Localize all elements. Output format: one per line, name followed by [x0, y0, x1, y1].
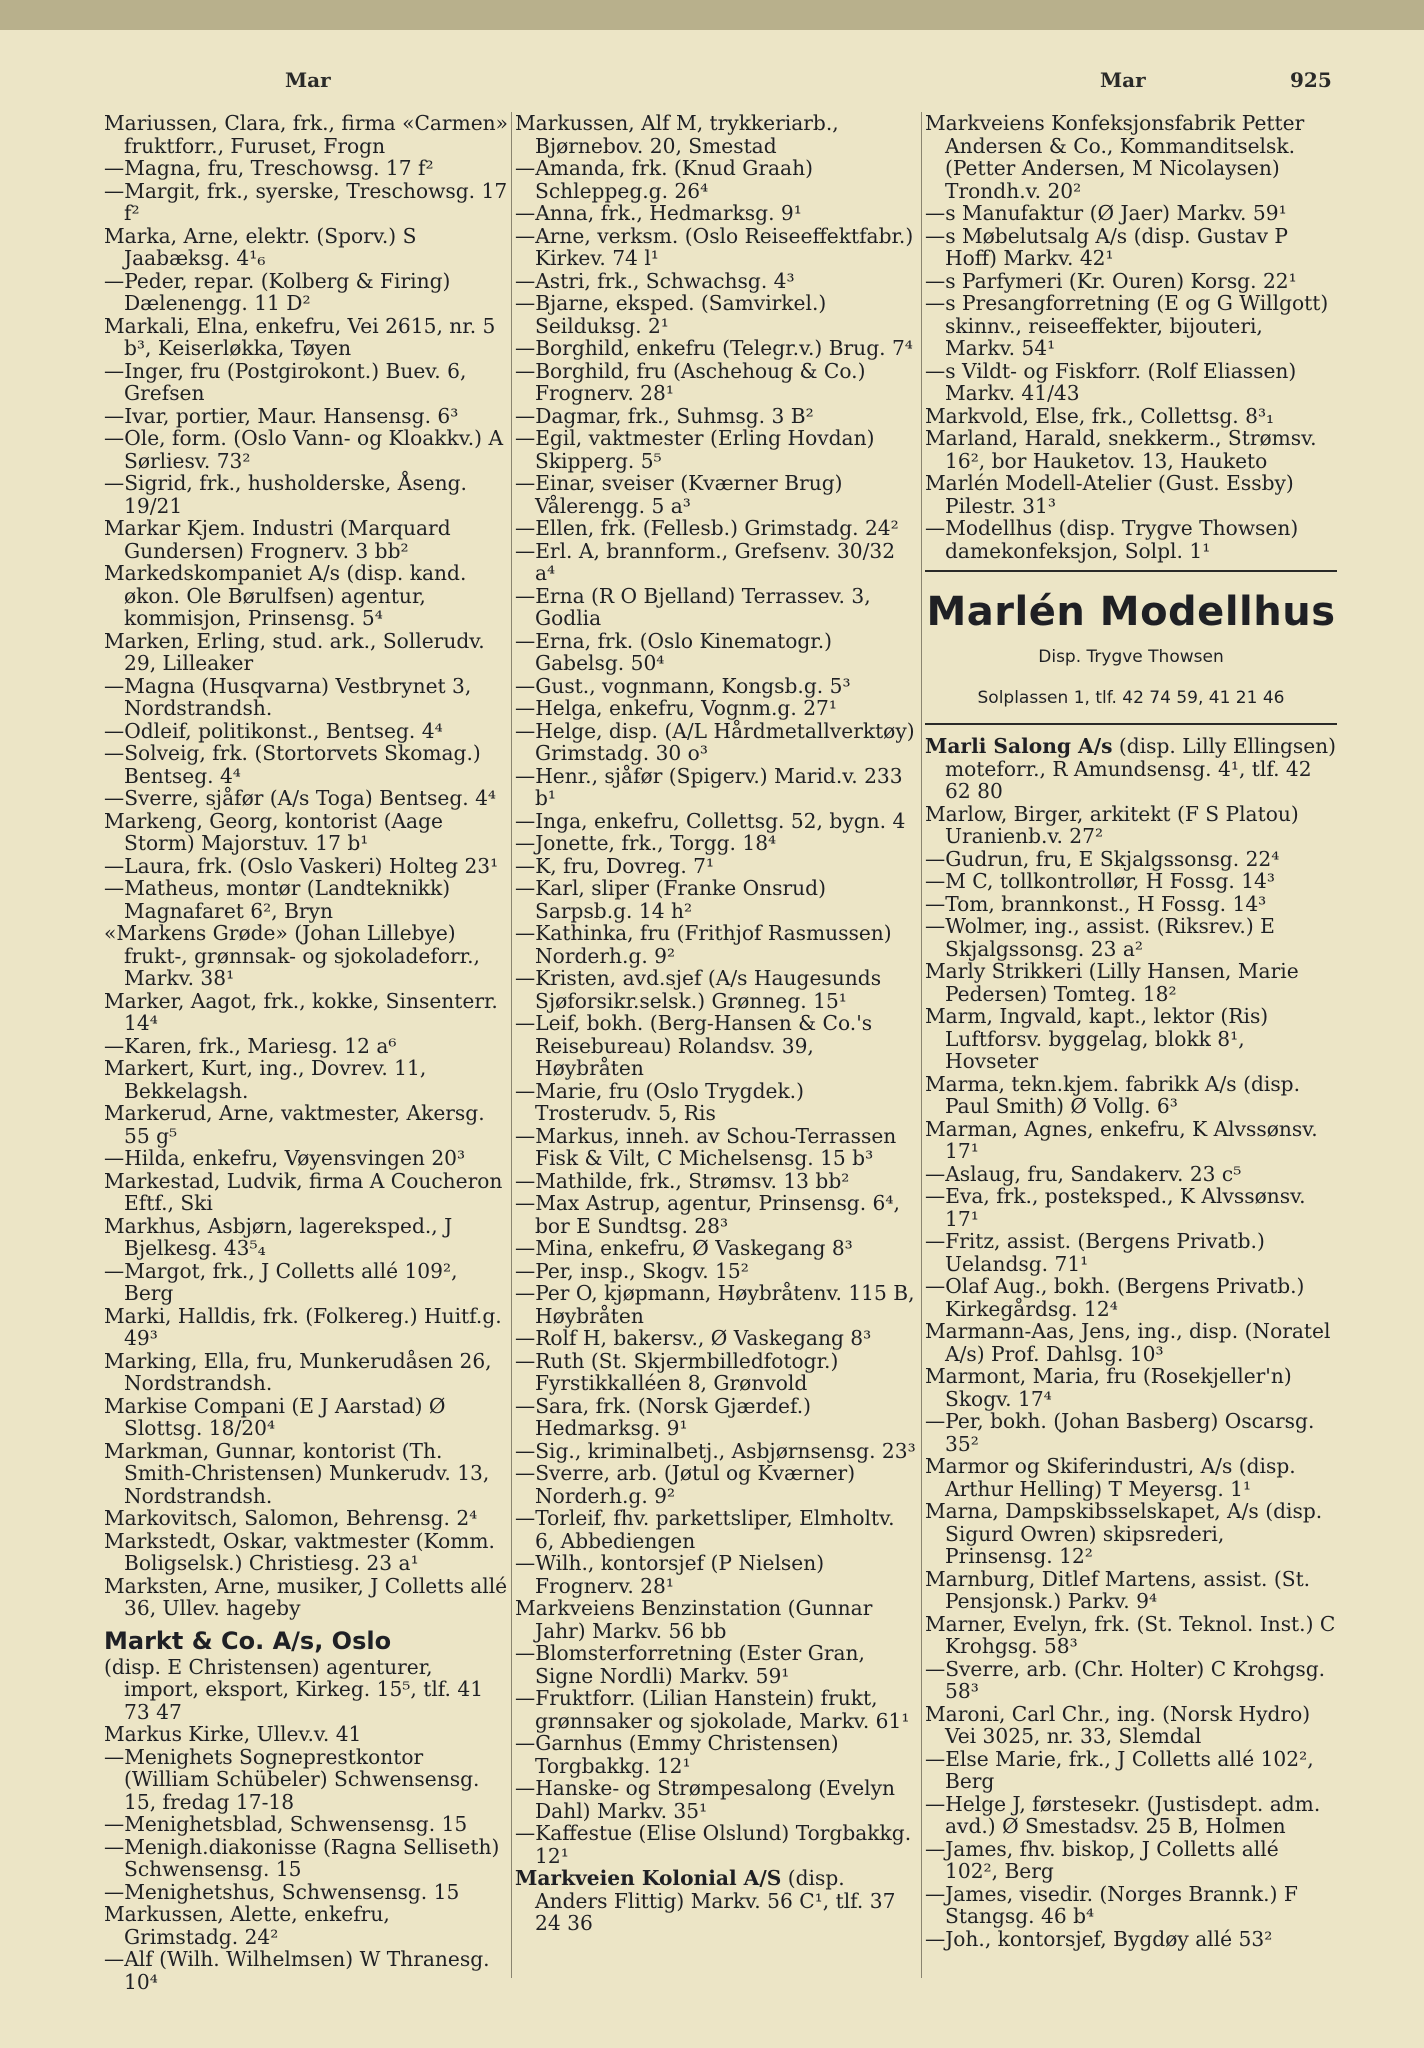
directory-entry: Markveiens Konfeksjonsfabrik Petter Andersen & Co., Kommanditselsk. (Petter Andersen, M Nicolaysen) Trondh.v. 20² — [925, 111, 1305, 203]
header-right-word: Mar — [1100, 68, 1146, 92]
directory-entry: —Helga, enkefru, Vognm.g. 27¹ — [515, 696, 837, 720]
directory-entry: —Fritz, assist. (Bergens Privatb.) Uelandsg. 71¹ — [925, 1229, 1265, 1276]
directory-entry: —Tom, brannkonst., H Fossg. 14³ — [925, 891, 1267, 916]
directory-entry: —Alf (Wilh. Wilhelmsen) W Thranesg. 10⁴ — [104, 1947, 490, 1994]
column-divider-2 — [921, 112, 922, 1978]
directory-entry: Marka, Arne, elektr. (Sporv.) S Jaabæksg. 4¹₆ — [104, 223, 417, 270]
directory-entry: —Gust., vognmann, Kongsb.g. 5³ — [515, 673, 851, 698]
directory-entry: Marm, Ingvald, kapt., lektor (Ris) Luftforsv. byggelag, blokk 8¹, Hovseter — [925, 1004, 1269, 1073]
directory-entry: —Blomsterforretning (Ester Gran, Signe Nordli) Markv. 59¹ — [515, 1641, 865, 1688]
directory-entry: —Arne, verksm. (Oslo Reiseeffektfabr.) Kirkev. 74 l¹ — [515, 223, 914, 270]
directory-entry: —Borghild, enkefru (Telegr.v.) Brug. 7⁴ — [515, 336, 913, 360]
advertisement-box — [925, 570, 1337, 725]
directory-entry: —s Parfymeri (Kr. Ouren) Korsg. 22¹ — [925, 268, 1297, 293]
directory-entry: —Jonette, frk., Torgg. 18⁴ — [515, 831, 777, 855]
directory-entry: Markussen, Alf M, trykkeriarb., Bjørnebov. 20, Smestad — [515, 111, 839, 158]
directory-entry: Markestad, Ludvik, firma A Coucheron Eftf., Ski — [104, 1168, 503, 1215]
markveien-kolonial-details: (disp. Anders Flittig) Markv. 56 C¹, tlf. 37 24 36 — [535, 1866, 896, 1935]
directory-entry: —Henr., sjåfør (Spigerv.) Marid.v. 233 b¹ — [515, 763, 903, 810]
directory-entry: —Dagmar, frk., Suhmsg. 3 B² — [515, 403, 814, 428]
directory-entry: Markus Kirke, Ullev.v. 41 — [104, 1722, 362, 1746]
ad-disp: Disp. Trygve Thowsen — [1038, 647, 1224, 667]
directory-entry: —Sverre, arb. (Jøtul og Kværner) Norderh.g. 9² — [515, 1461, 856, 1508]
column-2 — [515, 112, 919, 1935]
directory-entry: —Sigrid, frk., husholderske, Åseng. 19/21 — [104, 471, 467, 518]
directory-entry: Marksten, Arne, musiker, J Colletts allé 36, Ullev. hageby — [104, 1573, 508, 1620]
directory-entry: —Laura, frk. (Oslo Vaskeri) Holteg 23¹ — [104, 853, 499, 878]
directory-entry: —Modellhus (disp. Trygve Thowsen) damekonfeksjon, Solpl. 1¹ — [925, 516, 1299, 563]
directory-entry: Markeng, Georg, kontorist (Aage Storm) Majorstuv. 17 b¹ — [104, 808, 443, 855]
directory-entry: —Ole, form. (Oslo Vann- og Kloakkv.) A Sørliesv. 73² — [104, 426, 504, 473]
marli-salong-details: (disp. Lilly Ellingsen) moteforr., R Amundsensg. 4¹, tlf. 42 62 80 — [945, 734, 1337, 803]
column-3-entries-continued — [925, 803, 1337, 1951]
directory-entry: Marmann-Aas, Jens, ing., disp. (Noratel A/s) Prof. Dahlsg. 10³ — [925, 1319, 1331, 1366]
directory-entry: —Torleif, fhv. parkettsliper, Elmholtv. 6, Abbediengen — [515, 1506, 895, 1553]
directory-entry: Marki, Halldis, frk. (Folkereg.) Huitf.g. 49³ — [104, 1303, 502, 1350]
directory-entry: —Sverre, arb. (Chr. Holter) C Krohgsg. 58³ — [925, 1656, 1326, 1703]
directory-entry: Markar Kjem. Industri (Marquard Gundersen) Frognerv. 3 bb² — [104, 516, 451, 563]
header-left-word: Mar — [285, 68, 331, 92]
directory-entry: —Fruktforr. (Lilian Hanstein) frukt, grønnsaker og sjokolade, Markv. 61¹ — [515, 1686, 910, 1733]
directory-entry: Markovitsch, Salomon, Behrensg. 2⁴ — [104, 1506, 478, 1530]
directory-entry: —Margot, frk., J Colletts allé 109², Berg — [104, 1258, 458, 1305]
directory-entry: Marmont, Maria, fru (Rosekjeller'n) Skogv. 17⁴ — [925, 1364, 1292, 1411]
directory-entry: Marly Strikkeri (Lilly Hansen, Marie Pedersen) Tomteg. 18² — [925, 959, 1299, 1006]
marli-salong-name: Marli Salong A/s — [925, 734, 1113, 758]
directory-entry: —s Vildt- og Fiskforr. (Rolf Eliassen) Markv. 41/43 — [925, 358, 1297, 405]
directory-entry: —Kristen, avd.sjef (A/s Haugesunds Sjøforsikr.selsk.) Grønneg. 15¹ — [515, 966, 882, 1013]
directory-entry: —Menighetsblad, Schwensensg. 15 — [104, 1812, 468, 1836]
directory-entry: —Mina, enkefru, Ø Vaskegang 8³ — [515, 1236, 853, 1260]
directory-entry: —Bjarne, eksped. (Samvirkel.) Seilduksg. 2¹ — [515, 291, 827, 338]
directory-entry: —Ivar, portier, Maur. Hansensg. 6³ — [104, 403, 459, 428]
directory-entry: —Hanske- og Strømpesalong (Evelyn Dahl) Markv. 35¹ — [515, 1776, 896, 1823]
directory-entry: Markman, Gunnar, kontorist (Th. Smith-Christensen) Munkerudv. 13, Nordstrandsh. — [104, 1438, 490, 1508]
column-1 — [104, 112, 510, 1993]
column-2-entries — [515, 112, 919, 1867]
directory-entry: —Amanda, frk. (Knud Graah) Schleppeg.g. 26⁴ — [515, 156, 813, 203]
directory-entry: —James, visedir. (Norges Brannk.) F Stangsg. 46 b⁴ — [925, 1881, 1298, 1928]
directory-entry: —Egil, vaktmester (Erling Hovdan) Skipperg. 5⁵ — [515, 426, 875, 473]
directory-entry: Marlow, Birger, arkitekt (F S Platou) Uranienb.v. 27² — [925, 801, 1299, 848]
directory-entry: —Inger, fru (Postgirokont.) Buev. 6, Grefsen — [104, 358, 467, 405]
directory-entry: —Wolmer, ing., assist. (Riksrev.) E Skjalgssonsg. 23 a² — [925, 914, 1275, 961]
directory-entry: —s Manufaktur (Ø Jaer) Markv. 59¹ — [925, 201, 1287, 225]
directory-entry: Markert, Kurt, ing., Dovrev. 11, Bekkelagsh. — [104, 1056, 427, 1103]
directory-entry: —Sverre, sjåfør (A/s Toga) Bentseg. 4⁴ — [104, 786, 497, 810]
directory-entry: (disp. E Christensen) agenturer, import, eksport, Kirkeg. 15⁵, tlf. 41 73 47 — [104, 1654, 484, 1724]
directory-entry: —Astri, frk., Schwachsg. 4³ — [515, 268, 795, 293]
directory-entry: «Markens Grøde» (Johan Lillebye) frukt-, grønnsak- og sjokoladeforr., Markv. 38¹ — [104, 921, 480, 990]
directory-entry: —Kathinka, fru (Frithjof Rasmussen) Norderh.g. 9² — [515, 921, 892, 968]
directory-entry: —Garnhus (Emmy Christensen) Torgbakkg. 12¹ — [515, 1731, 839, 1778]
directory-entry: —Gudrun, fru, E Skjalgssonsg. 22⁴ — [925, 846, 1280, 871]
directory-entry: —Magna, fru, Treschowsg. 17 f² — [104, 156, 434, 180]
directory-entry: —Else Marie, frk., J Colletts allé 102², Berg — [925, 1746, 1314, 1793]
directory-entry: Markhus, Asbjørn, lagereksped., J Bjelkesg. 43⁵₄ — [104, 1213, 453, 1260]
page-number: 925 — [1290, 68, 1332, 92]
directory-entry: —Solveig, frk. (Stortorvets Skomag.) Bentseg. 4⁴ — [104, 741, 481, 788]
column-divider-1 — [511, 112, 512, 1978]
directory-entry: —Eva, frk., posteksped., K Alvssønsv. 17¹ — [925, 1184, 1306, 1231]
directory-entry: —Einar, sveiser (Kværner Brug) Vålerengg. 5 a³ — [515, 471, 843, 518]
directory-entry: —Rolf H, bakersv., Ø Vaskegang 8³ — [515, 1326, 872, 1350]
directory-entry: Marman, Agnes, enkefru, K Alvssønsv. 17¹ — [925, 1116, 1318, 1163]
directory-entry: —Borghild, fru (Aschehoug & Co.) Frognerv. 28¹ — [515, 358, 866, 405]
markveien-kolonial-entry — [515, 1867, 919, 1935]
directory-entry: —Per, insp., Skogv. 15² — [515, 1258, 749, 1283]
column-3-entries — [925, 112, 1337, 562]
markt-co-heading: Markt & Co. A/s, Oslo — [104, 1626, 392, 1655]
directory-entry: Marland, Harald, snekkerm., Strømsv. 16², bor Hauketov. 13, Hauketo — [925, 426, 1317, 473]
ad-address: Solplassen 1, tlf. 42 74 59, 41 21 46 — [977, 687, 1285, 708]
directory-entry: —s Presangforretning (E og G Willgott) skinnv., reiseeffekter, bijouteri, Markv. 54¹ — [925, 291, 1329, 360]
ad-title: Marlén Modellhus — [926, 589, 1336, 635]
directory-entry: Markedskompaniet A/s (disp. kand. økon. Ole Børulfsen) agentur, kommisjon, Prinsensg. 5⁴ — [104, 561, 467, 630]
directory-entry: —Leif, bokh. (Berg-Hansen & Co.'s Reisebureau) Rolandsv. 39, Høybråten — [515, 1011, 873, 1080]
directory-entry: —Per O, kjøpmann, Høybråtenv. 115 B, Høybråten — [515, 1281, 915, 1328]
directory-entry: Marking, Ella, fru, Munkerudåsen 26, Nordstrandsh. — [104, 1348, 492, 1395]
directory-entry: —Sig., kriminalbetj., Asbjørnsensg. 23³ — [515, 1438, 916, 1463]
directory-entry: —Helge, disp. (A/L Hårdmetallverktøy) Grimstadg. 30 o³ — [515, 718, 915, 765]
directory-entry: Maroni, Carl Chr., ing. (Norsk Hydro) Vei 3025, nr. 33, Slemdal — [925, 1701, 1311, 1748]
directory-entry: —Per, bokh. (Johan Basberg) Oscarsg. 35² — [925, 1409, 1315, 1456]
column-1-entries-continued — [104, 1656, 510, 1994]
directory-entry: Marker, Aagot, frk., kokke, Sinsenterr. 14⁴ — [104, 988, 498, 1035]
directory-entry: Marlén Modell-Atelier (Gust. Essby) Pilestr. 31³ — [925, 471, 1294, 518]
directory-entry: Mariussen, Clara, frk., firma «Carmen» fruktforr., Furuset, Frogn — [104, 111, 509, 158]
directory-entry: —Karen, frk., Mariesg. 12 a⁶ — [104, 1033, 397, 1058]
directory-entry: Marnburg, Ditlef Martens, assist. (St. Pensjonsk.) Parkv. 9⁴ — [925, 1566, 1311, 1613]
directory-entry: —Menighets Sogneprestkontor (William Schübeler) Schwensensg. 15, fredag 17-18 — [104, 1744, 480, 1814]
directory-entry: —Odleif, politikonst., Bentseg. 4⁴ — [104, 718, 443, 743]
directory-entry: Marma, tekn.kjem. fabrikk A/s (disp. Paul Smith) Ø Vollg. 6³ — [925, 1071, 1301, 1118]
directory-entry: —Helge J, førstesekr. (Justisdept. adm. avd.) Ø Smestadsv. 25 B, Holmen — [925, 1791, 1321, 1838]
directory-entry: —Max Astrup, agentur, Prinsensg. 6⁴, bor E Sundtsg. 28³ — [515, 1191, 900, 1238]
directory-entry: —Matheus, montør (Landteknikk) Magnafaret 6², Bryn — [104, 876, 451, 923]
directory-entry: —Joh., kontorsjef, Bygdøy allé 53² — [925, 1926, 1273, 1951]
directory-entry: —Marie, fru (Oslo Trygdek.) Trosterudv. 5, Ris — [515, 1078, 804, 1125]
directory-entry: Markise Compani (E J Aarstad) Ø Slottsg. 18/20⁴ — [104, 1393, 446, 1440]
directory-entry: —M C, tollkontrollør, H Fossg. 14³ — [925, 869, 1275, 893]
directory-entry: Marner, Evelyn, frk. (St. Teknol. Inst.) C Krohgsg. 58³ — [925, 1611, 1336, 1658]
directory-entry: Markstedt, Oskar, vaktmester (Komm. Boligselsk.) Christiesg. 23 a¹ — [104, 1528, 495, 1575]
column-1-entries — [104, 112, 510, 1620]
directory-entry: Markvold, Else, frk., Collettsg. 8³₁ — [925, 403, 1275, 428]
directory-entry: —s Møbelutsalg A/s (disp. Gustav P Hoff) Markv. 42¹ — [925, 223, 1288, 270]
directory-entry: —Ellen, frk. (Fellesb.) Grimstadg. 24² — [515, 516, 899, 540]
directory-entry: —Hilda, enkefru, Vøyensvingen 20³ — [104, 1146, 466, 1170]
directory-entry: Marna, Dampskibsselskapet, A/s (disp. Sigurd Owren) skipsrederi, Prinsensg. 12² — [925, 1499, 1323, 1568]
directory-entry: Marken, Erling, stud. ark., Sollerudv. 29, Lilleaker — [104, 628, 485, 675]
directory-entry: —Sara, frk. (Norsk Gjærdef.) Hedmarksg. 9¹ — [515, 1393, 812, 1440]
directory-entry: —Mathilde, frk., Strømsv. 13 bb² — [515, 1168, 850, 1193]
marli-salong-entry — [925, 735, 1337, 803]
directory-entry: —Ruth (St. Skjermbilledfotogr.) Fyrstikkalléen 8, Grønvold — [515, 1348, 839, 1395]
directory-entry: —Anna, frk., Hedmarksg. 9¹ — [515, 201, 802, 225]
directory-entry: —Margit, frk., syerske, Treschowsg. 17 f² — [104, 178, 508, 225]
directory-entry: —Menighetshus, Schwensensg. 15 — [104, 1879, 460, 1904]
directory-entry: Marmor og Skiferindustri, A/s (disp. Arthur Helling) T Meyersg. 1¹ — [925, 1454, 1296, 1501]
directory-entry: —Wilh., kontorsjef (P Nielsen) Frognerv. 28¹ — [515, 1551, 825, 1598]
directory-entry: —Olaf Aug., bokh. (Bergens Privatb.) Kirkegårdsg. 12⁴ — [925, 1274, 1305, 1321]
directory-entry: —Magna (Husqvarna) Vestbrynet 3, Nordstrandsh. — [104, 673, 472, 720]
directory-entry: —K, fru, Dovreg. 7¹ — [515, 853, 715, 878]
directory-entry: Markerud, Arne, vaktmester, Akersg. 55 g⁵ — [104, 1101, 485, 1148]
markveien-kolonial-name: Markveien Kolonial A/S — [515, 1866, 782, 1890]
directory-entry: —Erna (R O Bjelland) Terrassev. 3, Godlia — [515, 583, 871, 630]
column-3 — [925, 112, 1337, 1950]
directory-entry: —Karl, sliper (Franke Onsrud) Sarpsb.g. 14 h² — [515, 876, 826, 923]
directory-entry: —Erl. A, brannform., Grefsenv. 30/32 a⁴ — [515, 538, 896, 585]
directory-entry: —Erna, frk. (Oslo Kinematogr.) Gabelsg. 50⁴ — [515, 628, 833, 675]
directory-entry: —Aslaug, fru, Sandakerv. 23 c⁵ — [925, 1161, 1242, 1186]
directory-entry: —Inga, enkefru, Collettsg. 52, bygn. 4 — [515, 808, 906, 833]
directory-entry: —Markus, inneh. av Schou-Terrassen Fisk & Vilt, C Michelsensg. 15 b³ — [515, 1123, 897, 1170]
directory-entry: —Peder, repar. (Kolberg & Firing) Dælenengg. 11 D² — [104, 268, 451, 315]
directory-entry: —James, fhv. biskop, J Colletts allé 102², Berg — [925, 1836, 1279, 1883]
directory-entry: —Menigh.diakonisse (Ragna Selliseth) Schwensensg. 15 — [104, 1834, 500, 1881]
directory-entry: Markali, Elna, enkefru, Vei 2615, nr. 5 b³, Keiserløkka, Tøyen — [104, 313, 496, 360]
directory-entry: Markussen, Alette, enkefru, Grimstadg. 24² — [104, 1902, 390, 1949]
directory-entry: —Kaffestue (Elise Olslund) Torgbakkg. 12¹ — [515, 1821, 912, 1868]
directory-entry: Markveiens Benzinstation (Gunnar Jahr) Markv. 56 bb — [515, 1596, 873, 1643]
